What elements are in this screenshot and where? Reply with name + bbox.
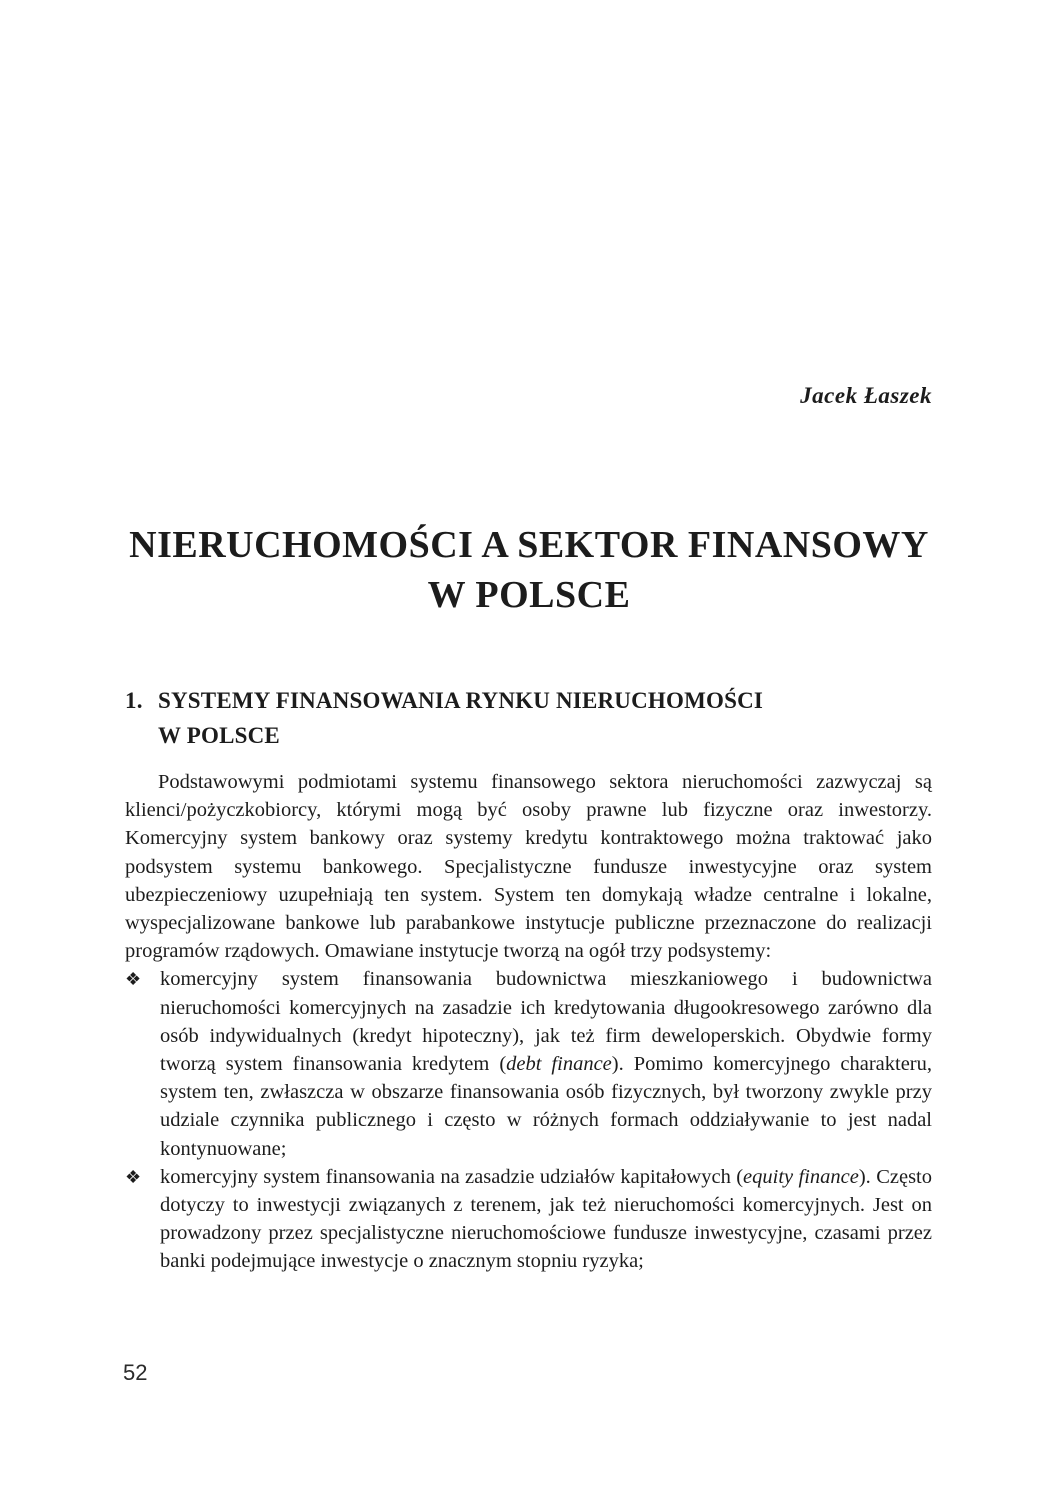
- bullet-item-debt-finance: [125, 965, 932, 1162]
- section-heading-text: [158, 683, 932, 753]
- bullet-item-equity-finance: [125, 1163, 932, 1276]
- document-title: [105, 520, 953, 620]
- bullet-text: [160, 965, 932, 1162]
- bullet-text-segment: ). Pomimo komercyjnego charakteru, system ten, zwłaszcza w obszarze finansowania osób fizycznych, był tworzony zwykle przy udziale czynnika publicznego i często w różnych formach oddziaływanie to jest nadal kontynuowane;: [160, 1053, 933, 1160]
- bullet-diamond-icon: ❖: [125, 969, 142, 990]
- bullet-text-segment: ). Często dotyczy to inwestycji związanych z terenem, jak też nieruchomości komercyjnych. Jest on prowadzony przez specjalistyczne nieruchomościowe fundusze inwestycyjne, czasami przez banki podejmujące inwestycje o znacznym stopniu ryzyka;: [160, 1165, 932, 1273]
- bullet-text: [160, 1163, 932, 1276]
- section-number: 1.: [125, 688, 143, 713]
- lead-paragraph: Podstawowymi podmiotami systemu finansowego sektora nieruchomości zazwyczaj są klienci/pożyczkobiorcy, którymi mogą być osoby prawne lub fizyczne oraz inwestorzy. Komercyjny system bankowy oraz systemy kredytu kontraktowego można traktować jako podsystem systemu bankowego. Specjalistyczne fundusze inwestycyjne oraz system ubezpieczeniowy uzupełniają ten system. System ten domykają władze centralne i lokalne, wyspecjalizowane bankowe lub parabankowe instytucje publiczne przeznaczone do realizacji programów rządowych. Omawiane instytucje tworzą na ogół trzy podsystemy:: [125, 771, 932, 963]
- body-text: [125, 768, 932, 1276]
- document-title-line1: NIERUCHOMOŚCI A SEKTOR FINANSOWY: [129, 524, 929, 566]
- section-heading-line1: SYSTEMY FINANSOWANIA RYNKU NIERUCHOMOŚCI: [158, 688, 764, 713]
- author-name: Jacek Łaszek: [800, 383, 932, 408]
- bullet-text-italic-segment: debt finance: [506, 1053, 612, 1076]
- bullet-text-italic-segment: equity finance: [743, 1165, 859, 1188]
- bullet-diamond-icon: ❖: [125, 1166, 142, 1187]
- section-heading: [125, 683, 932, 753]
- page-number: 52: [123, 1360, 148, 1385]
- bullet-text-segment: komercyjny system finansowania na zasadzie udziałów kapitałowych (: [160, 1165, 744, 1188]
- bullet-text-segment: komercyjny system finansowania budownictwa mieszkaniowego i budownictwa nieruchomości komercyjnych na zasadzie ich kredytowania długookresowego zarówno dla osób indywidualnych (kredyt hipoteczny), jak też firm deweloperskich. Obydwie formy tworzą system finansowania kredytem (: [160, 968, 932, 1076]
- document-title-line2: W POLSCE: [427, 574, 631, 616]
- section-heading-line2: W POLSCE: [158, 723, 280, 748]
